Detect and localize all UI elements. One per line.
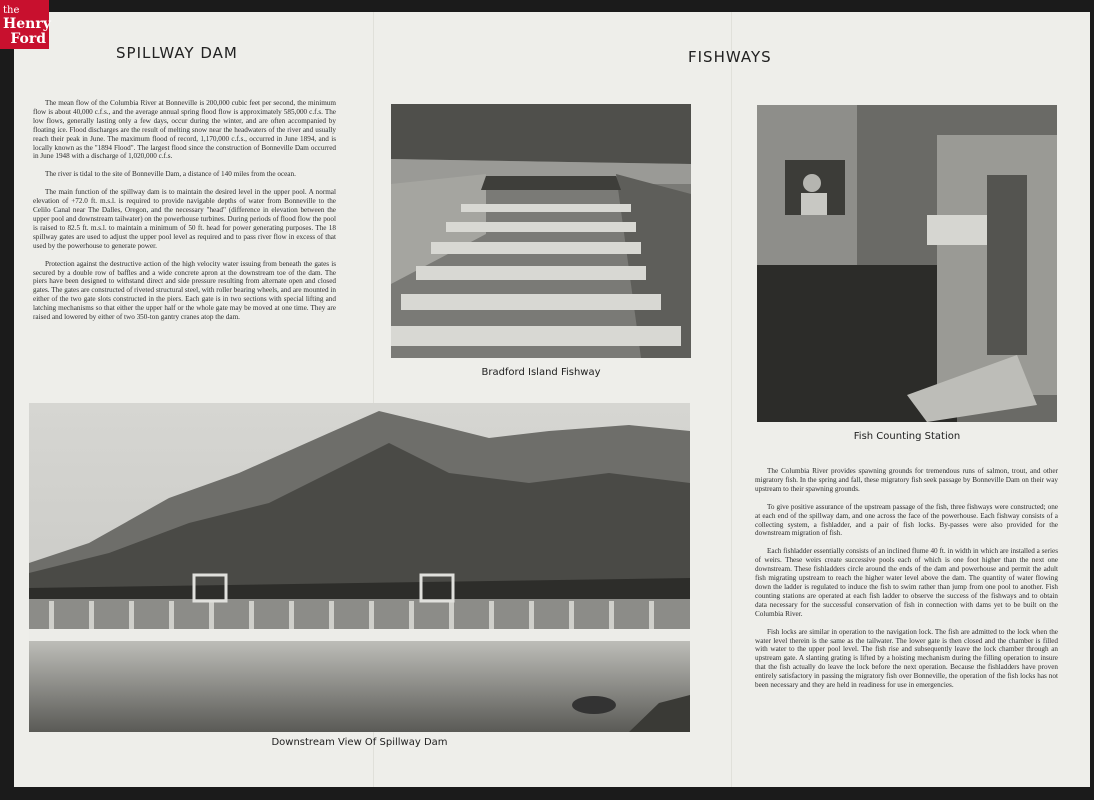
fishways-paragraph-4: Fish locks are similar in operation to the navigation lock. The fish are admitted to the lock when the water level therein is the same as the tailwater. The lower gate is then closed and the chamber is filled with water to the upper pool level. The fish rise and subsequently leave the lock chamber through an upstream gate. A slanting grating is lifted by a hoisting mechanism during the filling operation to insure that the fish actually do leave the lock before the next operation. Because the fishladders have proven entirely satisfactory in passing the migratory fish over Bonneville, the operation of the fish locks has not been necessary and they are held in readiness for use in emergencies. xyxy=(755,627,1058,690)
logo-line-3: Ford xyxy=(10,31,46,47)
fishways-text xyxy=(755,467,1058,699)
fishways-paragraph-1: The Columbia River provides spawning grounds for tremendous runs of salmon, trout, and other migratory fish. In the spring and fall, these migratory fish seek passage by Bonneville Dam on their way upstream to their spawning grounds. xyxy=(755,467,1058,493)
fishways-paragraph-2: To give positive assurance of the upstream passage of the fish, three fishways were constructed; one at each end of the spillway dam, and one across the face of the powerhouse. Each fishway consists of a collecting system, a fishladder, and a pair of fish locks. By-passes were also provided for the downstream migration of fish. xyxy=(755,502,1058,538)
station-photo-caption: Fish Counting Station xyxy=(853,431,961,442)
fishways-title: FISHWAYS xyxy=(688,48,772,66)
spillway-paragraph-2: The river is tidal to the site of Bonneville Dam, a distance of 140 miles from the ocean. xyxy=(45,170,296,179)
spillway-paragraph-1: The mean flow of the Columbia River at Bonneville is 200,000 cubic feet per second, the minimum flow is about 40,000 c.f.s., and the average annual spring flood flow is approximately 585,000 c.f.s. The low flows, generally lasting only a few days, occur during the winter, and are often accompanied by floating ice. Flood discharges are the result of melting snow near the headwaters of the river and usually reach their peak in June. The maximum flood of record, 1,170,000 c.f.s., occurred in June 1894, and is locally known as the "1894 Flood". The largest flood since the construction of Bonneville Dam occurred in June 1948 with a discharge of 1,020,000 c.f.s. xyxy=(33,99,336,161)
fish-counting-station-photo xyxy=(757,105,1057,422)
spillway-dam-photo xyxy=(29,403,690,732)
logo-line-2: Henry xyxy=(3,16,51,32)
fold-line-right xyxy=(731,12,733,787)
logo-line-1: the xyxy=(3,5,20,16)
dam-photo-caption: Downstream View Of Spillway Dam xyxy=(271,737,448,748)
henry-ford-logo xyxy=(0,0,49,49)
fishways-paragraph-3: Each fishladder essentially consists of an inclined flume 40 ft. in width in which are installed a series of weirs. These weirs create successive pools each of which is one foot higher than the next one downstream. These fishladders circle around the ends of the dam and powerhouse and permit the adult fish migrating upstream to reach the higher water level above the dam. The quantity of water flowing down the ladder is regulated to induce the fish to swim rather than jump from one pool to another. Fish counting stations are operated at each fish ladder to observe the success of the fishways and to obtain data necessary for the successful conservation of fish in connection with dams yet to be built on the Columbia River. xyxy=(755,547,1058,618)
fishway-photo-caption: Bradford Island Fishway xyxy=(481,367,601,378)
spillway-paragraph-4: Protection against the destructive action of the high velocity water issuing from beneath the gates is secured by a double row of baffles and a wide concrete apron at the downstream toe of the dam. The piers have been designed to withstand direct and side pressure resulting from alternate open and closed gates. The gates are constructed of riveted structural steel, with roller bearing wheels, and are mounted in either of the two gate slots constructed in the piers. Each gate is in two sections with special lifting and latching mechanisms so that either the upper half or the whole gate may be moved at one time. They are raised and lowered by either of two 350-ton gantry cranes atop the dam. xyxy=(33,259,336,322)
spillway-text xyxy=(33,99,336,331)
spillway-dam-title: SPILLWAY DAM xyxy=(116,44,238,62)
spillway-paragraph-3: The main function of the spillway dam is to maintain the desired level in the upper pool. A normal elevation of +72.0 ft. m.s.l. is required to provide navigable depths of water from Bonneville to the Celilo Canal near The Dalles, Oregon, and the necessary "head" (difference in elevation between the upper pool and downstream tailwater) on the powerhouse turbines. During periods of flood flow the pool is raised to 82.5 ft. m.s.l. to maintain a minimum of 50 ft. head for power generating purposes. The 18 spillway gates are used to adjust the upper pool level as required and to pass river flow in excess of that used by the powerhouse to generate power. xyxy=(33,188,336,250)
bradford-island-fishway-photo xyxy=(391,104,691,358)
